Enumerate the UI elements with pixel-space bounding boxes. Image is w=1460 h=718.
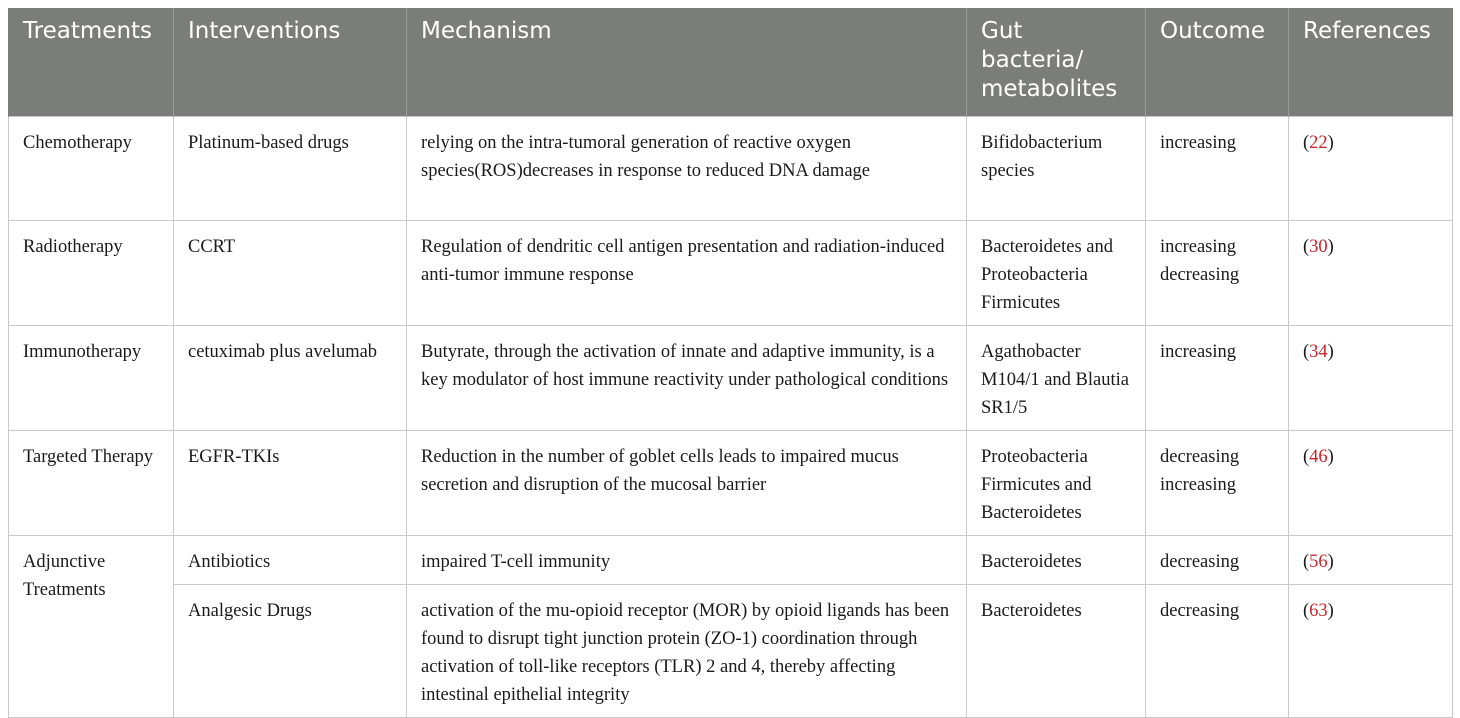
- reference-link[interactable]: 22: [1309, 133, 1328, 153]
- reference-link[interactable]: 63: [1309, 601, 1328, 621]
- cell-reference: (63): [1289, 585, 1453, 718]
- bacteria-line: Bifidobacterium species: [981, 133, 1103, 181]
- cell-mechanism: Butyrate, through the activation of innate and adaptive immunity, is a key modulator of host immune reactivity under pathological conditions: [407, 326, 967, 431]
- reference-link[interactable]: 34: [1309, 342, 1328, 362]
- cell-reference: (56): [1289, 536, 1453, 585]
- table-row: [9, 221, 1453, 326]
- bacteria-line: Proteobacteria: [981, 447, 1088, 467]
- cell-reference: (30): [1289, 221, 1453, 326]
- outcome-line: decreasing: [1160, 265, 1240, 285]
- header-outcome: Outcome: [1146, 8, 1289, 117]
- outcome-line: decreasing: [1160, 447, 1240, 467]
- reference-link[interactable]: 30: [1309, 237, 1328, 257]
- outcome-line: increasing: [1160, 475, 1237, 495]
- cell-outcome: [1146, 431, 1289, 536]
- outcome-line: decreasing: [1160, 552, 1240, 572]
- cell-mechanism: Reduction in the number of goblet cells leads to impaired mucus secretion and disruption of the mucosal barrier: [407, 431, 967, 536]
- cell-intervention: Analgesic Drugs: [174, 585, 407, 718]
- cell-reference: (46): [1289, 431, 1453, 536]
- header-treatments: Treatments: [9, 8, 174, 117]
- reference-link[interactable]: 46: [1309, 447, 1328, 467]
- cell-bacteria: [967, 326, 1146, 431]
- cell-treatment: Chemotherapy: [9, 117, 174, 221]
- cell-reference: (34): [1289, 326, 1453, 431]
- table-row: [9, 536, 1453, 585]
- table-row: [9, 117, 1453, 221]
- cell-bacteria: [967, 536, 1146, 585]
- header-row: [9, 8, 1453, 117]
- cell-intervention: Platinum-based drugs: [174, 117, 407, 221]
- cell-outcome: [1146, 117, 1289, 221]
- header-mechanism: Mechanism: [407, 8, 967, 117]
- bacteria-line: Bacteroidetes and Proteobacteria: [981, 237, 1114, 285]
- cell-intervention: cetuximab plus avelumab: [174, 326, 407, 431]
- cell-treatment: Immunotherapy: [9, 326, 174, 431]
- bacteria-line: Firmicutes: [981, 293, 1061, 313]
- bacteria-line: Bacteroidetes: [981, 601, 1082, 621]
- outcome-line: increasing: [1160, 342, 1237, 362]
- header-gut-bacteria: Gut bacteria/ metabolites: [967, 8, 1146, 117]
- cell-treatment: Adjunctive Treatments: [9, 536, 174, 718]
- outcome-line: increasing: [1160, 237, 1237, 257]
- cell-bacteria: [967, 221, 1146, 326]
- header-references: References: [1289, 8, 1453, 117]
- table-row: [9, 585, 1453, 718]
- cell-outcome: [1146, 585, 1289, 718]
- cell-intervention: EGFR-TKIs: [174, 431, 407, 536]
- cell-mechanism: impaired T-cell immunity: [407, 536, 967, 585]
- table-container: [8, 8, 1452, 718]
- cell-mechanism: Regulation of dendritic cell antigen presentation and radiation-induced anti-tumor immune response: [407, 221, 967, 326]
- bacteria-line: Bacteroidetes: [981, 552, 1082, 572]
- cell-mechanism: activation of the mu-opioid receptor (MOR) by opioid ligands has been found to disrupt tight junction protein (ZO-1) coordination through activation of toll-like receptors (TLR) 2 and 4, thereby affecting intestinal epithelial integrity: [407, 585, 967, 718]
- outcome-line: increasing: [1160, 133, 1237, 153]
- outcome-line: decreasing: [1160, 601, 1240, 621]
- cell-treatment: Radiotherapy: [9, 221, 174, 326]
- cell-bacteria: [967, 431, 1146, 536]
- header-interventions: Interventions: [174, 8, 407, 117]
- reference-link[interactable]: 56: [1309, 552, 1328, 572]
- table-row: [9, 431, 1453, 536]
- cell-bacteria: [967, 117, 1146, 221]
- cell-treatment: Targeted Therapy: [9, 431, 174, 536]
- cell-outcome: [1146, 536, 1289, 585]
- treatments-table: [8, 8, 1453, 718]
- cell-intervention: Antibiotics: [174, 536, 407, 585]
- cell-bacteria: [967, 585, 1146, 718]
- cell-mechanism: relying on the intra-tumoral generation of reactive oxygen species(ROS)decreases in response to reduced DNA damage: [407, 117, 967, 221]
- table-row: [9, 326, 1453, 431]
- cell-outcome: [1146, 326, 1289, 431]
- cell-reference: (22): [1289, 117, 1453, 221]
- cell-intervention: CCRT: [174, 221, 407, 326]
- bacteria-line: Agathobacter M104/1 and Blautia SR1/5: [981, 342, 1129, 418]
- bacteria-line: Firmicutes and Bacteroidetes: [981, 475, 1092, 523]
- cell-outcome: [1146, 221, 1289, 326]
